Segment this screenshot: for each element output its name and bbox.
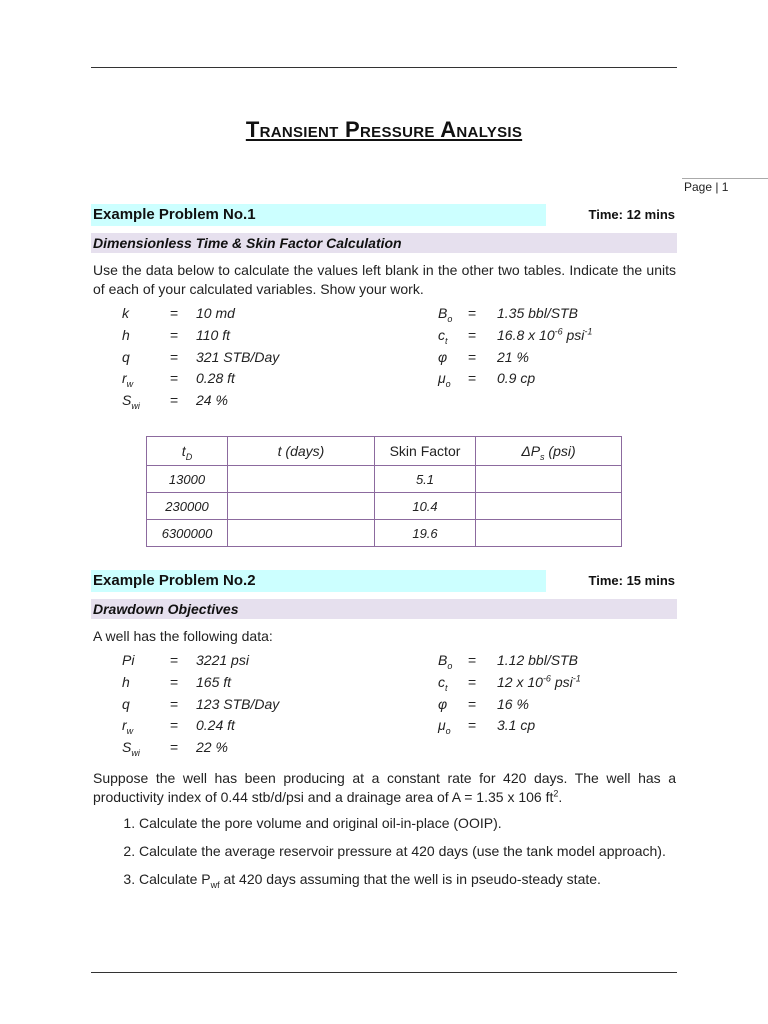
variable-symbol: h <box>122 673 130 690</box>
variable-value: 3221 psi <box>196 652 249 668</box>
task-text: Calculate the pore volume and original oil-in-place (OOIP). <box>139 815 502 831</box>
variable-name <box>438 349 447 365</box>
variable-value: 0.24 ft <box>196 717 235 734</box>
variable-name <box>438 673 448 693</box>
variable-value <box>497 327 592 343</box>
problem-1-time: Time: 12 mins <box>588 207 675 222</box>
variable-subscript: o <box>447 313 453 324</box>
variable-name <box>122 717 134 737</box>
variable-subscript: o <box>445 379 451 390</box>
table-row <box>147 520 622 547</box>
variable-value: 110 ft <box>196 326 230 343</box>
variable-value: 3.1 cp <box>497 717 536 734</box>
equals-sign: = <box>468 348 477 365</box>
task-text: Calculate P <box>139 871 211 887</box>
variable-value: 165 ft <box>196 673 232 690</box>
table-cell-skin: 10.4 <box>375 493 476 520</box>
variable-value: 22 % <box>196 739 228 756</box>
variable-symbol: φ <box>438 695 448 712</box>
task-item <box>139 870 676 888</box>
value-exponent: -1 <box>584 326 593 337</box>
table-cell-skin: 5.1 <box>375 466 476 493</box>
variable-symbol: S <box>122 392 132 409</box>
variable-value: 1.35 bbl/STB <box>497 305 578 321</box>
variable-value: 0.9 cp <box>497 370 536 387</box>
equals-sign: = <box>170 717 179 734</box>
page-label-rule <box>682 178 768 179</box>
variable-subscript: wi <box>131 747 140 758</box>
task-item <box>139 842 676 860</box>
col-header-t-days: t (days) <box>228 437 375 466</box>
variable-name <box>122 652 134 668</box>
variable-name <box>438 696 447 712</box>
variable-symbol: Pi <box>122 652 135 668</box>
variable-name <box>122 349 130 365</box>
variable-symbol: k <box>122 305 129 321</box>
table-cell-td: 6300000 <box>147 520 228 547</box>
variable-symbol: μ <box>438 717 446 734</box>
table-header-row <box>147 437 622 466</box>
equals-sign: = <box>170 739 179 756</box>
problem-1-heading: Example Problem No.1 <box>91 204 546 226</box>
results-table <box>146 436 622 547</box>
bottom-rule <box>91 972 677 973</box>
page-number: Page | 1 <box>684 180 729 194</box>
task-subscript: wf <box>210 879 220 890</box>
problem-2-subheading: Drawdown Objectives <box>91 599 677 619</box>
variable-symbol: q <box>122 348 130 365</box>
task-item <box>139 814 676 832</box>
equals-sign: = <box>170 392 179 409</box>
col-header-dps: $\Delta P_s$ (psi) <box>476 437 622 466</box>
equals-sign: = <box>468 326 477 343</box>
task-list <box>93 814 676 898</box>
variable-name <box>122 370 134 390</box>
variable-value: 1.12 bbl/STB <box>497 652 578 668</box>
variable-name <box>122 674 130 690</box>
equals-sign: = <box>468 652 477 668</box>
variable-name <box>122 327 130 343</box>
variable-value: 0.28 ft <box>196 370 235 387</box>
table-cell-days <box>228 493 375 520</box>
variable-symbol: φ <box>438 348 448 365</box>
variable-name <box>438 326 448 346</box>
table-cell-td: 13000 <box>147 466 228 493</box>
task-text: Calculate the average reservoir pressure at 420 days (use the tank model approach). <box>139 843 666 859</box>
table-cell-dp <box>476 493 622 520</box>
table-cell-days <box>228 466 375 493</box>
variable-subscript: wi <box>131 400 140 411</box>
top-rule <box>91 67 677 68</box>
equals-sign: = <box>170 348 179 365</box>
problem-2-intro: A well has the following data: <box>93 628 273 644</box>
variable-subscript: o <box>445 726 451 737</box>
variable-symbol: S <box>122 739 132 756</box>
value-text: psi <box>562 326 585 343</box>
variable-symbol: r <box>122 370 127 387</box>
task-text: at 420 days assuming that the well is in pseudo-steady state. <box>219 871 601 887</box>
table-cell-dp <box>476 466 622 493</box>
variable-subscript: t <box>445 682 448 693</box>
col-header-skin: Skin Factor <box>375 437 476 466</box>
equals-sign: = <box>170 695 179 712</box>
table-cell-skin: 19.6 <box>375 520 476 547</box>
equals-sign: = <box>170 305 179 321</box>
table-row <box>147 466 622 493</box>
table-cell-td: 230000 <box>147 493 228 520</box>
problem-1-intro: Use the data below to calculate the values left blank in the other two tables. Indicate the units of each of your calculated variables. Show your work. <box>93 262 676 297</box>
variable-symbol: c <box>438 673 445 690</box>
problem-2-heading: Example Problem No.2 <box>91 570 546 592</box>
problem-2-scenario: Suppose the well has been producing at a constant rate for 420 days. The well has a productivity index of 0.44 stb/d/psi and a drainage area of A = 1.35 x 106 $ft^2$. <box>93 770 676 805</box>
value-text: 16.8 x 10 <box>497 326 555 343</box>
table-cell-dp <box>476 520 622 547</box>
value-exponent: -1 <box>572 673 581 684</box>
value-text: psi <box>550 673 573 690</box>
variable-symbol: h <box>122 326 130 343</box>
equals-sign: = <box>170 326 179 343</box>
variable-name <box>438 370 451 390</box>
equals-sign: = <box>468 305 477 321</box>
variable-symbol: q <box>122 695 130 712</box>
variable-name <box>438 305 453 324</box>
value-exponent: -6 <box>554 326 563 337</box>
variable-name <box>122 696 130 712</box>
equals-sign: = <box>468 370 477 387</box>
table-cell-days <box>228 520 375 547</box>
variable-symbol: c <box>438 326 445 343</box>
equals-sign: = <box>170 370 179 387</box>
variable-name <box>122 305 129 321</box>
col-header-td: $t_D$ <box>147 437 228 466</box>
variable-value: 123 STB/Day <box>196 695 280 712</box>
variable-symbol: μ <box>438 370 446 387</box>
table-row <box>147 493 622 520</box>
problem-1-subheading: Dimensionless Time & Skin Factor Calculation <box>91 233 677 253</box>
variable-value: 24 % <box>196 392 228 409</box>
variable-name <box>438 717 451 737</box>
variable-value: 10 md <box>196 305 235 321</box>
variable-value: 21 % <box>497 348 529 365</box>
variable-subscript: w <box>126 726 134 737</box>
value-exponent: -6 <box>542 673 551 684</box>
problem-2-time: Time: 15 mins <box>588 573 675 588</box>
variable-subscript: o <box>447 660 453 671</box>
variable-symbol: B <box>438 305 448 321</box>
equals-sign: = <box>170 652 179 668</box>
equals-sign: = <box>170 673 179 690</box>
value-text: 12 x 10 <box>497 673 543 690</box>
variable-name <box>122 392 140 411</box>
variable-name <box>438 652 453 671</box>
equals-sign: = <box>468 695 477 712</box>
variable-subscript: w <box>126 379 134 390</box>
variable-value: 16 % <box>497 695 529 712</box>
equals-sign: = <box>468 717 477 734</box>
variable-subscript: t <box>445 335 448 346</box>
variable-value: 321 STB/Day <box>196 348 280 365</box>
variable-value <box>497 674 581 690</box>
variable-symbol: B <box>438 652 448 668</box>
variable-name <box>122 739 140 758</box>
variable-symbol: r <box>122 717 127 734</box>
page-title: Transient Pressure Analysis <box>245 117 523 142</box>
equals-sign: = <box>468 673 477 690</box>
